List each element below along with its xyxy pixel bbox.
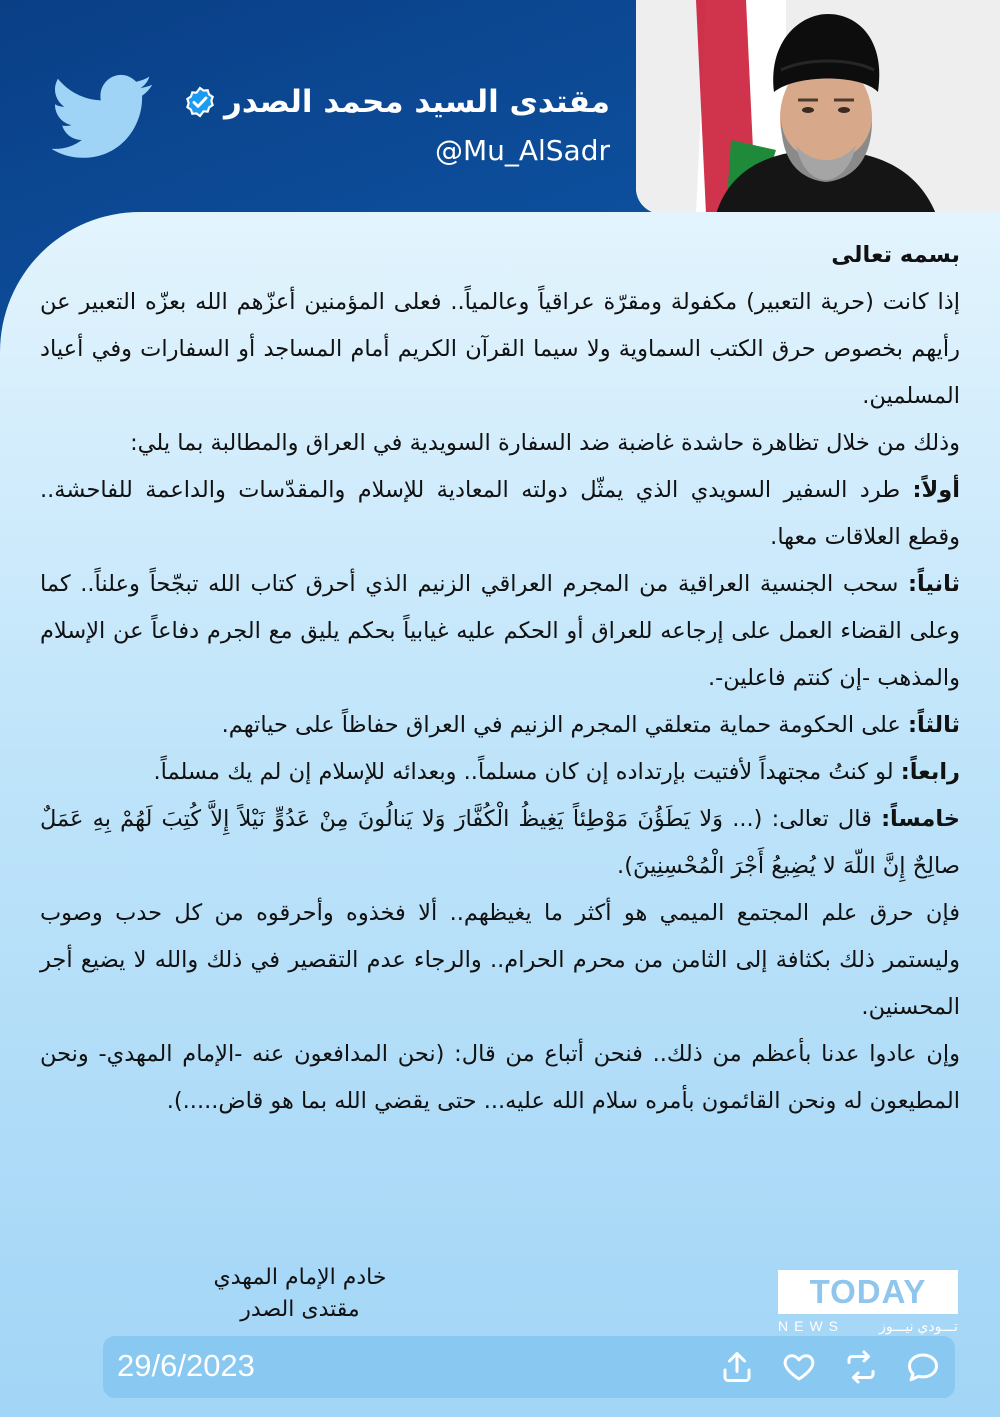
tweet-body — [40, 232, 960, 1125]
point-third: ثالثاً: على الحكومة حماية متعلقي المجرم الزنيم في العراق حفاظاً على حياتهم. — [221, 712, 960, 738]
reply-icon[interactable] — [905, 1349, 941, 1385]
signature-title: خادم الإمام المهدي — [213, 1265, 387, 1290]
action-bar — [719, 1349, 941, 1385]
profile-photo — [636, 0, 1000, 214]
paragraph-1: إذا كانت (حرية التعبير) مكفولة ومقرّة عراقياً وعالمياً.. فعلى المؤمنين أعزّهم الله بعزّه التعبير عن رأيهم بخصوص حرق الكتب السماوية ولا سيما القرآن الكريم أمام المساجد أو السفارات وفي أعياد المسلمين. — [40, 289, 960, 409]
point-fourth: رابعاً: لو كنتُ مجتهداً لأفتيت بإرتداده إن كان مسلماً.. وبعدائه للإسلام إن لم يك مسلماً. — [153, 759, 960, 785]
statement-title: بسمه تعالى — [831, 242, 960, 268]
display-name: مقتدى السيد محمد الصدر — [223, 84, 610, 120]
point-second: ثانياً: سحب الجنسية العراقية من المجرم العراقي الزنيم الذي أحرق كتاب الله تبجّحاً وعلناً.. كما وعلى القضاء العمل على إرجاعه للعراق أو الحكم عليه غيابياً بحكم يليق مع الجرم دفاعاً عن الإسلام والمذهب -إن كنتم فاعلين-. — [40, 571, 960, 691]
verified-badge-icon — [184, 86, 216, 118]
logo-news-en: NEWS — [778, 1318, 844, 1334]
post-date: 29/6/2023 — [117, 1348, 255, 1383]
heart-icon[interactable] — [781, 1349, 817, 1385]
twitter-bird-icon — [52, 74, 154, 160]
paragraph-flag-burning: فإن حرق علم المجتمع الميمي هو أكثر ما يغيظهم.. ألا فخذوه وأحرقوه من كل حدب وصوب وليستمر ذلك بكثافة إلى الثامن من محرم الحرام.. والرجاء عدم التقصير في ذلك والله لا يضيع أجر المحسنين. — [40, 900, 960, 1020]
retweet-icon[interactable] — [843, 1349, 879, 1385]
signature — [150, 1262, 450, 1326]
profile-header — [184, 84, 610, 167]
today-news-logo — [778, 1270, 958, 1336]
logo-brand: TODAY — [778, 1270, 958, 1314]
logo-news-ar: تـــودي نيـــوز — [879, 1318, 958, 1334]
display-name-row — [184, 84, 610, 120]
paragraph-2: وذلك من خلال تظاهرة حاشدة غاضبة ضد السفارة السويدية في العراق والمطالبة بما يلي: — [130, 430, 960, 456]
signature-name: مقتدى الصدر — [240, 1297, 360, 1322]
user-handle: @Mu_AlSadr — [434, 134, 610, 167]
share-icon[interactable] — [719, 1349, 755, 1385]
paragraph-closing: وإن عادوا عدنا بأعظم من ذلك.. فنحن أتباع من قال: (نحن المدافعون عنه -الإمام المهدي- ونحن المطيعون له ونحن القائمون بأمره سلام الله عليه... حتى يقضي الله بما هو قاض.....). — [40, 1041, 960, 1114]
point-first: أولاً: طرد السفير السويدي الذي يمثّل دولته المعادية للإسلام والمقدّسات والداعمة للفاحشة.. وقطع العلاقات معها. — [40, 477, 960, 550]
point-fifth: خامساً: قال تعالى: (... وَلا يَطَؤُنَ مَوْطِئاً يَغِيظُ الْكُفَّارَ وَلا يَنالُونَ مِنْ عَدُوٍّ نَيْلاً إِلاَّ كُتِبَ لَهُمْ بِهِ عَمَلٌ صالِحٌ إِنَّ اللّهَ لا يُضِيعُ أَجْرَ الْمُحْسِنِينَ). — [40, 806, 960, 879]
tweet-footer — [103, 1336, 955, 1398]
